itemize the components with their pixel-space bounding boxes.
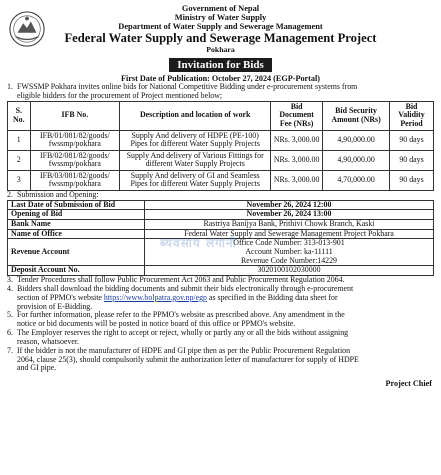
header-ifb: IFB No. [30,101,120,130]
ministry-line: Ministry of Water Supply [174,13,267,23]
nepal-emblem-icon [8,10,46,48]
paragraph-4: 4. Bidders shall download the bidding documents and submit their bids electronically through e-procurement section of PPMO's website https://www.bolpatra.gov.np/egp as specified in the Bidding data sheet for provision of E-Bidding. [7,283,354,311]
signature: Project Chief [385,379,432,389]
table-header-row [8,101,434,130]
table-row: 1 IFB/01/081/82/goods/ fwssmp/pokhara Supply And delivery of HDPE (PE-100) Pipes for different Water Supply Projects NRs. 3,000.00 4,90,000.00 90 days [8,130,434,150]
paragraph-7: 7. If the bidder is not the manufacturer of HDPE and GI pipe then as per the Public Procurement Regulation 2064, clause 25(3), should compulsorily submit the authorization letter of manufacturer for supply of HDPE and GI pipe. [7,345,359,373]
header-sn: S. No. [8,101,31,130]
header-validity: Bid Validity Period [390,101,434,130]
bids-table [7,101,434,191]
department-line: Department of Water Supply and Sewerage Management [118,22,323,32]
paragraph-6: 6. The Employer reserves the right to accept or reject, wholly or partly any or all the bids without assigning reason, whatsoever. [7,328,349,346]
paragraph-5: 5. For further information, please refer to the PPMO's website as prescribed above. Any amendment in the notice or bid documents will be posted in notice board of this office or PPMO's website. [7,310,345,329]
watermark: ब्यवसाय लगानी [160,236,237,250]
table-row: Last Date of Submission of Bid November 26, 2024 12:00 [8,200,434,210]
paragraph-1: 1. FWSSMP Pokhara invites online bids for National Competitive Bidding under e-procurement systems from eligible bidders for the procurement of Project mentioned below; [7,82,358,101]
paragraph-2: 2. Submission and Opening: [7,189,99,199]
paragraph-3: 3. Tender Procedures shall follow Public Procurement Act 2063 and Public Procurement Regulation 2064. [7,275,345,285]
project-location: Pokhara [206,44,235,54]
egp-portal-link[interactable]: https://www.bolpatra.gov.np/egp [103,292,207,302]
govt-line: Government of Nepal [181,4,260,13]
letterhead [7,4,434,54]
header-fee: Bid Document Fee (NRs) [271,101,323,130]
table-row: Opening of Bid November 26, 2024 13:00 [8,210,434,220]
header-security: Bid Security Amount (NRs) [323,101,390,130]
table-row: Bank Name Rastriya Banijya Bank, Prithivi Chowk Branch, Kaski [8,219,434,229]
project-title: Federal Water Supply and Sewerage Management Project [64,31,377,46]
table-row: Deposit Account No. 3020100102030000 [8,266,434,276]
header-description: Description and location of work [120,101,271,130]
publication-date: First Date of Publication: October 27, 2024 (EGP-Portal) [120,74,321,84]
notice-banner: Invitation for Bids [169,58,272,72]
table-row: Revenue Account Office Code Number: 313-013-901 Account Number: ka-11111 Revenue Code Number:14229 [8,239,434,266]
table-row: Name of Office Federal Water Supply and Sewerage Management Project Pokhara [8,229,434,239]
table-row: 2 IFB/02/081/82/goods/ fwssmp/pokhara Supply And delivery of Various Fittings for different Water Supply Projects NRs. 3,000.00 4,90,000.00 90 days [8,150,434,170]
table-row: 3 IFB/03/081/82/goods/ fwssmp/pokhara Supply And delivery of GI and Seamless Pipes for different Water Supply Projects NRs. 3,000.00 4,70,000.00 90 days [8,170,434,190]
